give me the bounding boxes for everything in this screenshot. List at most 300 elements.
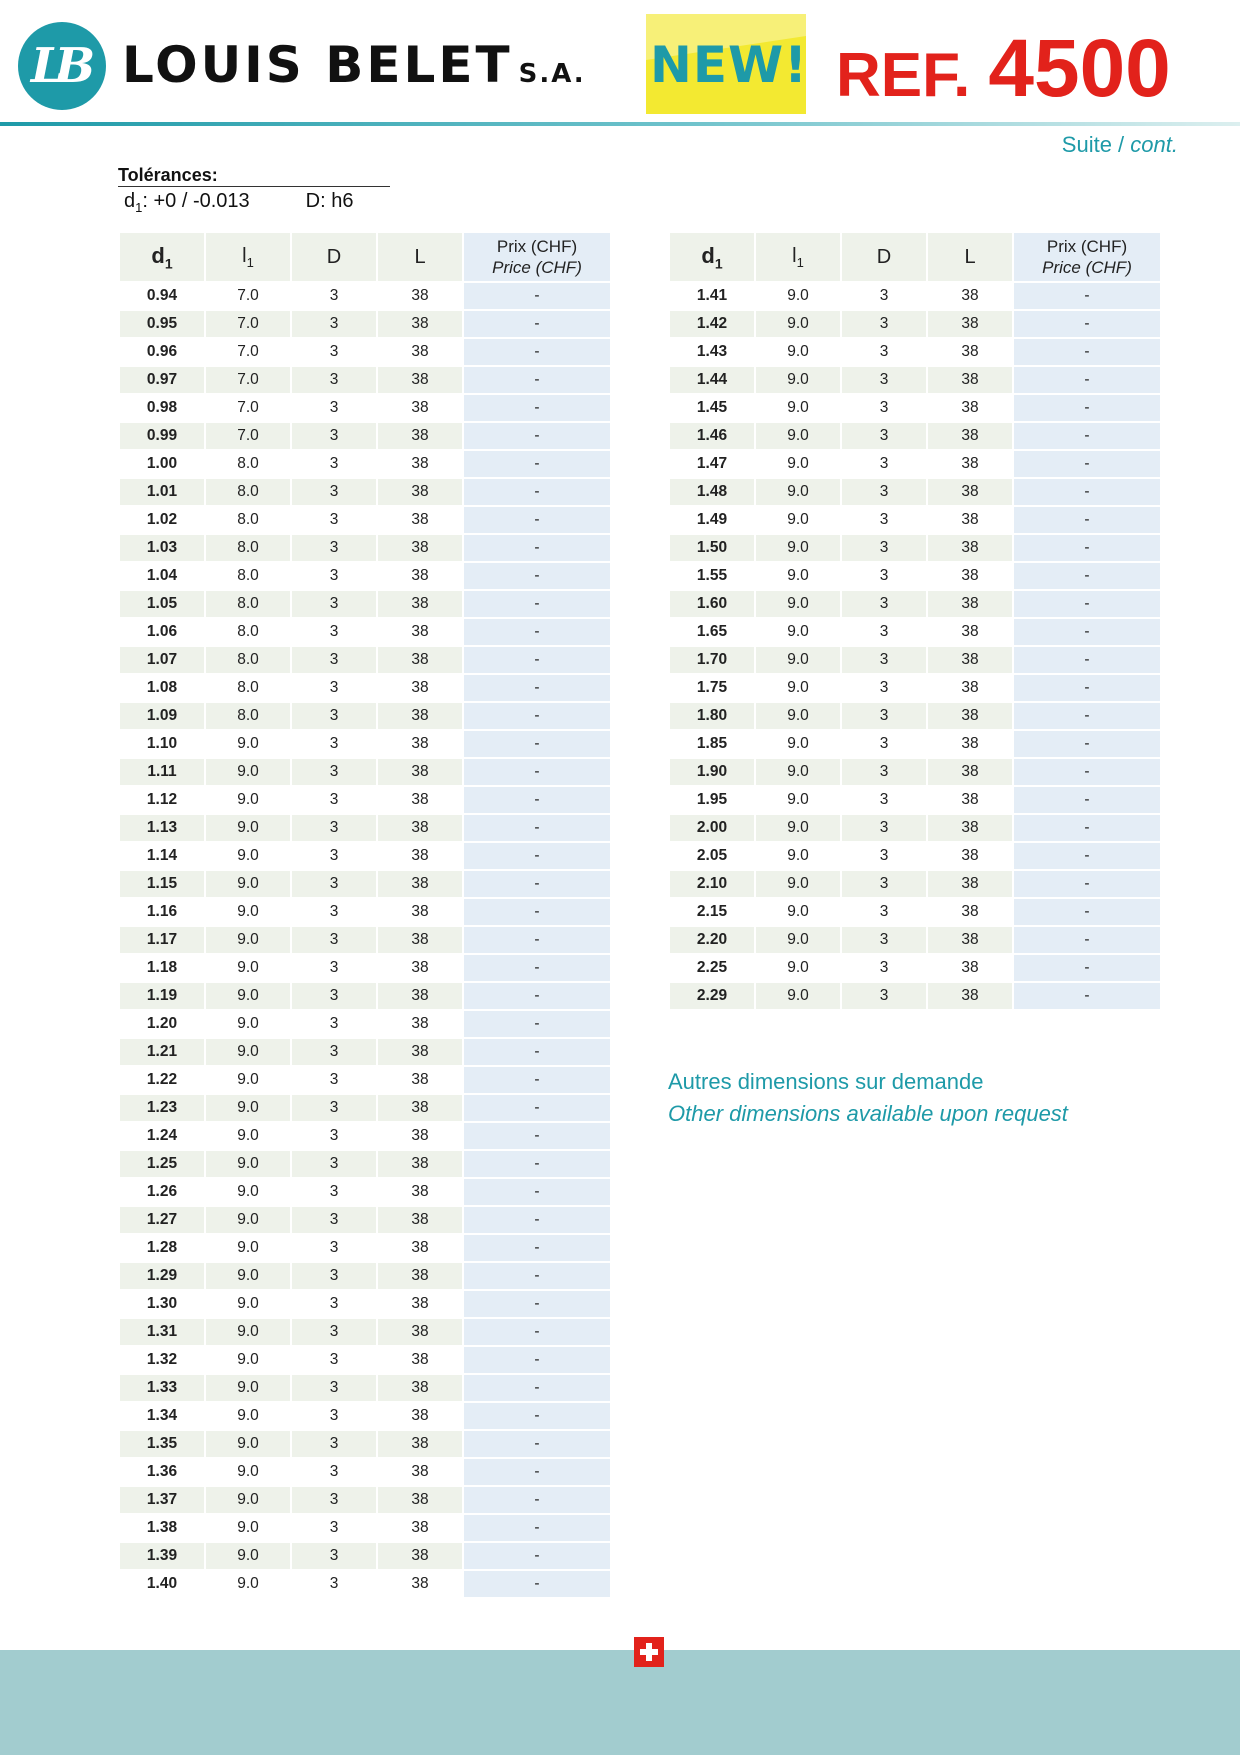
table-row xyxy=(670,871,1160,897)
cell-l1: 9.0 xyxy=(756,563,840,589)
col-d1-sub: 1 xyxy=(714,255,723,272)
cell-l1: 9.0 xyxy=(756,955,840,981)
cell-d1: 1.60 xyxy=(670,591,754,617)
cell-price: - xyxy=(464,1515,610,1541)
table-row xyxy=(120,927,610,953)
cell-l1: 9.0 xyxy=(206,731,290,757)
cell-l1: 9.0 xyxy=(206,1039,290,1065)
cell-l1: 9.0 xyxy=(756,703,840,729)
table-row xyxy=(120,1067,610,1093)
cell-d1: 1.11 xyxy=(120,759,204,785)
cell-l1: 9.0 xyxy=(206,1431,290,1457)
cell-l1: 9.0 xyxy=(206,1011,290,1037)
table-row xyxy=(120,675,610,701)
table-row xyxy=(120,1319,610,1345)
table-row xyxy=(670,423,1160,449)
cell-L: 38 xyxy=(378,1431,462,1457)
tol-d1-sub: 1 xyxy=(135,200,143,215)
cell-D: 3 xyxy=(842,283,926,309)
cell-price: - xyxy=(464,507,610,533)
cell-price: - xyxy=(464,843,610,869)
cell-l1: 9.0 xyxy=(756,367,840,393)
cell-L: 38 xyxy=(378,311,462,337)
col-price-en: Price (CHF) xyxy=(1042,258,1132,277)
cell-l1: 9.0 xyxy=(206,1235,290,1261)
cell-d1: 1.28 xyxy=(120,1235,204,1261)
cell-D: 3 xyxy=(292,1011,376,1037)
cell-D: 3 xyxy=(842,843,926,869)
cell-D: 3 xyxy=(292,1515,376,1541)
cell-L: 38 xyxy=(928,927,1012,953)
cell-price: - xyxy=(464,479,610,505)
cell-d1: 1.31 xyxy=(120,1319,204,1345)
table-header-row xyxy=(120,233,610,281)
table-row xyxy=(670,339,1160,365)
cell-D: 3 xyxy=(842,451,926,477)
cell-l1: 9.0 xyxy=(206,1375,290,1401)
cell-L: 38 xyxy=(378,535,462,561)
tolerances-title: Tolérances: xyxy=(118,165,218,185)
cell-d1: 1.06 xyxy=(120,619,204,645)
cell-D: 3 xyxy=(292,1123,376,1149)
cell-l1: 9.0 xyxy=(756,507,840,533)
cell-d1: 2.29 xyxy=(670,983,754,1009)
cell-price: - xyxy=(464,1375,610,1401)
cell-d1: 1.05 xyxy=(120,591,204,617)
cell-L: 38 xyxy=(378,1375,462,1401)
cell-D: 3 xyxy=(842,703,926,729)
cell-d1: 1.49 xyxy=(670,507,754,533)
cell-price: - xyxy=(464,535,610,561)
cell-price: - xyxy=(464,563,610,589)
cell-d1: 1.95 xyxy=(670,787,754,813)
cell-D: 3 xyxy=(292,1487,376,1513)
cell-price: - xyxy=(464,1291,610,1317)
cell-D: 3 xyxy=(292,1347,376,1373)
col-header-l1 xyxy=(206,233,290,281)
cell-D: 3 xyxy=(292,283,376,309)
cell-L: 38 xyxy=(378,983,462,1009)
cell-d1: 1.21 xyxy=(120,1039,204,1065)
cell-L: 38 xyxy=(378,395,462,421)
table-row xyxy=(670,955,1160,981)
cell-price: - xyxy=(464,899,610,925)
cell-l1: 9.0 xyxy=(756,731,840,757)
cell-L: 38 xyxy=(928,955,1012,981)
cell-price: - xyxy=(464,1319,610,1345)
cell-l1: 9.0 xyxy=(756,675,840,701)
table-row xyxy=(670,619,1160,645)
cell-L: 38 xyxy=(928,619,1012,645)
table-row xyxy=(120,1459,610,1485)
table-row xyxy=(120,1235,610,1261)
cell-d1: 1.10 xyxy=(120,731,204,757)
cell-l1: 8.0 xyxy=(206,619,290,645)
ref-number: 4500 xyxy=(988,23,1171,114)
cell-price: - xyxy=(464,1543,610,1569)
table-row xyxy=(120,451,610,477)
table-row xyxy=(120,1263,610,1289)
cell-D: 3 xyxy=(292,563,376,589)
cell-L: 38 xyxy=(928,983,1012,1009)
table-row xyxy=(120,1571,610,1597)
cell-D: 3 xyxy=(292,1459,376,1485)
table-row xyxy=(120,731,610,757)
cell-d1: 2.25 xyxy=(670,955,754,981)
cell-d1: 1.04 xyxy=(120,563,204,589)
col-header-d1 xyxy=(670,233,754,281)
table-row xyxy=(120,787,610,813)
table-row xyxy=(120,311,610,337)
cell-l1: 9.0 xyxy=(206,1151,290,1177)
cell-D: 3 xyxy=(842,311,926,337)
table-row xyxy=(670,675,1160,701)
cell-L: 38 xyxy=(378,647,462,673)
cell-D: 3 xyxy=(842,423,926,449)
cell-D: 3 xyxy=(292,647,376,673)
cell-L: 38 xyxy=(378,1543,462,1569)
cell-D: 3 xyxy=(292,927,376,953)
col-header-L: L xyxy=(928,233,1012,281)
cell-l1: 7.0 xyxy=(206,423,290,449)
table-row xyxy=(670,395,1160,421)
cell-L: 38 xyxy=(378,955,462,981)
cell-d1: 1.03 xyxy=(120,535,204,561)
table-row xyxy=(120,1487,610,1513)
cell-L: 38 xyxy=(928,535,1012,561)
cell-price: - xyxy=(464,451,610,477)
cell-l1: 9.0 xyxy=(756,983,840,1009)
cell-d1: 1.40 xyxy=(120,1571,204,1597)
cell-L: 38 xyxy=(378,899,462,925)
cell-L: 38 xyxy=(928,311,1012,337)
table-row xyxy=(670,647,1160,673)
table-row xyxy=(120,283,610,309)
cell-d1: 1.32 xyxy=(120,1347,204,1373)
cell-l1: 8.0 xyxy=(206,507,290,533)
cell-price: - xyxy=(464,311,610,337)
cell-price: - xyxy=(464,703,610,729)
cell-price: - xyxy=(1014,927,1160,953)
cell-d1: 1.12 xyxy=(120,787,204,813)
cell-D: 3 xyxy=(292,451,376,477)
col-l1-text: l xyxy=(242,244,247,267)
col-d1-sub: 1 xyxy=(164,255,173,272)
table-row xyxy=(670,507,1160,533)
cell-l1: 7.0 xyxy=(206,339,290,365)
cell-l1: 9.0 xyxy=(206,899,290,925)
cell-l1: 9.0 xyxy=(756,311,840,337)
cell-d1: 1.43 xyxy=(670,339,754,365)
cell-price: - xyxy=(1014,843,1160,869)
table-row xyxy=(120,843,610,869)
cell-L: 38 xyxy=(378,1011,462,1037)
cell-d1: 1.09 xyxy=(120,703,204,729)
cell-l1: 9.0 xyxy=(206,1207,290,1233)
cell-D: 3 xyxy=(842,955,926,981)
table-row xyxy=(670,787,1160,813)
table-row xyxy=(120,1179,610,1205)
cell-price: - xyxy=(1014,871,1160,897)
cell-D: 3 xyxy=(292,787,376,813)
reference xyxy=(836,22,1171,116)
cell-price: - xyxy=(464,815,610,841)
cell-price: - xyxy=(464,787,610,813)
tolerances-underline xyxy=(118,186,390,187)
cell-D: 3 xyxy=(292,703,376,729)
cell-price: - xyxy=(464,1207,610,1233)
col-price-fr: Prix (CHF) xyxy=(496,237,578,256)
cell-D: 3 xyxy=(292,311,376,337)
cell-D: 3 xyxy=(292,1179,376,1205)
cell-price: - xyxy=(464,367,610,393)
cell-l1: 9.0 xyxy=(206,1179,290,1205)
cell-D: 3 xyxy=(842,619,926,645)
cell-L: 38 xyxy=(378,1347,462,1373)
col-header-l1 xyxy=(756,233,840,281)
cell-L: 38 xyxy=(378,619,462,645)
cell-L: 38 xyxy=(378,703,462,729)
cell-D: 3 xyxy=(292,479,376,505)
cell-L: 38 xyxy=(378,1319,462,1345)
cell-l1: 9.0 xyxy=(206,1543,290,1569)
cell-price: - xyxy=(464,1347,610,1373)
cell-L: 38 xyxy=(378,507,462,533)
cell-l1: 9.0 xyxy=(206,1403,290,1429)
cell-D: 3 xyxy=(842,871,926,897)
cell-l1: 9.0 xyxy=(756,871,840,897)
cell-D: 3 xyxy=(292,1319,376,1345)
cell-D: 3 xyxy=(842,675,926,701)
cell-D: 3 xyxy=(292,1207,376,1233)
col-d1-text: d xyxy=(151,242,165,268)
cell-L: 38 xyxy=(378,815,462,841)
cell-D: 3 xyxy=(292,1067,376,1093)
cell-D: 3 xyxy=(842,507,926,533)
col-header-price xyxy=(464,233,610,281)
cell-D: 3 xyxy=(842,367,926,393)
cell-price: - xyxy=(1014,535,1160,561)
cell-l1: 9.0 xyxy=(206,1067,290,1093)
cell-price: - xyxy=(464,983,610,1009)
cell-price: - xyxy=(464,1179,610,1205)
cell-d1: 1.35 xyxy=(120,1431,204,1457)
cell-D: 3 xyxy=(842,731,926,757)
cell-L: 38 xyxy=(378,871,462,897)
table-header-row xyxy=(670,233,1160,281)
new-badge-text: NEW! xyxy=(650,36,808,94)
cell-D: 3 xyxy=(292,367,376,393)
cell-L: 38 xyxy=(378,1151,462,1177)
cell-L: 38 xyxy=(378,1039,462,1065)
cell-L: 38 xyxy=(378,1235,462,1261)
cell-price: - xyxy=(464,675,610,701)
cell-d1: 1.36 xyxy=(120,1459,204,1485)
cell-l1: 9.0 xyxy=(206,787,290,813)
cell-L: 38 xyxy=(378,339,462,365)
cell-price: - xyxy=(1014,591,1160,617)
table-row xyxy=(670,731,1160,757)
cell-L: 38 xyxy=(378,1459,462,1485)
cell-l1: 9.0 xyxy=(206,759,290,785)
cell-l1: 9.0 xyxy=(756,451,840,477)
cell-price: - xyxy=(464,1123,610,1149)
cell-price: - xyxy=(464,731,610,757)
cell-l1: 8.0 xyxy=(206,451,290,477)
col-l1-text: l xyxy=(792,244,797,267)
cell-L: 38 xyxy=(928,451,1012,477)
cell-d1: 1.55 xyxy=(670,563,754,589)
cell-l1: 7.0 xyxy=(206,367,290,393)
cell-price: - xyxy=(1014,759,1160,785)
cell-D: 3 xyxy=(292,1039,376,1065)
cell-l1: 9.0 xyxy=(756,899,840,925)
cell-l1: 9.0 xyxy=(756,591,840,617)
table-row xyxy=(120,479,610,505)
cell-price: - xyxy=(1014,451,1160,477)
table-row xyxy=(120,1151,610,1177)
cell-l1: 9.0 xyxy=(206,1095,290,1121)
table-row xyxy=(120,955,610,981)
cell-L: 38 xyxy=(928,843,1012,869)
table-row xyxy=(670,283,1160,309)
cell-price: - xyxy=(464,1011,610,1037)
cell-D: 3 xyxy=(292,619,376,645)
cell-L: 38 xyxy=(378,1123,462,1149)
cell-d1: 1.48 xyxy=(670,479,754,505)
cell-l1: 9.0 xyxy=(206,815,290,841)
cell-d1: 0.96 xyxy=(120,339,204,365)
cell-l1: 9.0 xyxy=(756,619,840,645)
cell-d1: 1.50 xyxy=(670,535,754,561)
table-row xyxy=(120,1011,610,1037)
cell-L: 38 xyxy=(378,451,462,477)
cell-d1: 1.02 xyxy=(120,507,204,533)
cell-D: 3 xyxy=(292,535,376,561)
cell-price: - xyxy=(1014,983,1160,1009)
cell-price: - xyxy=(464,1039,610,1065)
cell-d1: 1.45 xyxy=(670,395,754,421)
cell-d1: 1.47 xyxy=(670,451,754,477)
cell-l1: 9.0 xyxy=(756,423,840,449)
table-row xyxy=(120,815,610,841)
cell-price: - xyxy=(1014,675,1160,701)
table-row xyxy=(670,843,1160,869)
cell-d1: 1.27 xyxy=(120,1207,204,1233)
cell-price: - xyxy=(464,759,610,785)
cell-L: 38 xyxy=(378,1487,462,1513)
table-row xyxy=(120,1515,610,1541)
cell-L: 38 xyxy=(378,423,462,449)
cell-l1: 9.0 xyxy=(756,927,840,953)
cell-D: 3 xyxy=(842,899,926,925)
cell-L: 38 xyxy=(928,423,1012,449)
cell-D: 3 xyxy=(842,759,926,785)
cell-d1: 1.25 xyxy=(120,1151,204,1177)
cell-D: 3 xyxy=(842,927,926,953)
header-divider xyxy=(0,122,1240,126)
cell-D: 3 xyxy=(292,1095,376,1121)
table-row xyxy=(670,479,1160,505)
cell-price: - xyxy=(1014,731,1160,757)
cell-D: 3 xyxy=(292,871,376,897)
cell-D: 3 xyxy=(292,1375,376,1401)
cell-price: - xyxy=(464,339,610,365)
table-row xyxy=(670,535,1160,561)
table-row xyxy=(120,423,610,449)
cell-L: 38 xyxy=(928,339,1012,365)
cell-price: - xyxy=(1014,815,1160,841)
tol-D-value: D: h6 xyxy=(305,190,354,212)
cell-l1: 9.0 xyxy=(206,1487,290,1513)
cell-D: 3 xyxy=(842,983,926,1009)
table-row xyxy=(670,367,1160,393)
table-row xyxy=(120,1403,610,1429)
cell-l1: 8.0 xyxy=(206,535,290,561)
dimensions-table-left xyxy=(118,231,612,1599)
cell-l1: 9.0 xyxy=(756,535,840,561)
cell-D: 3 xyxy=(292,955,376,981)
cell-d1: 1.17 xyxy=(120,927,204,953)
cell-D: 3 xyxy=(842,479,926,505)
cell-L: 38 xyxy=(378,1515,462,1541)
cell-price: - xyxy=(464,927,610,953)
table-row xyxy=(120,1039,610,1065)
table-row xyxy=(120,1543,610,1569)
cell-D: 3 xyxy=(292,339,376,365)
cell-L: 38 xyxy=(378,675,462,701)
cell-L: 38 xyxy=(378,731,462,757)
cell-D: 3 xyxy=(292,1543,376,1569)
cell-D: 3 xyxy=(292,983,376,1009)
table-row xyxy=(670,759,1160,785)
cell-D: 3 xyxy=(292,395,376,421)
table-row xyxy=(120,1347,610,1373)
cell-d1: 2.10 xyxy=(670,871,754,897)
cell-d1: 1.44 xyxy=(670,367,754,393)
cell-D: 3 xyxy=(292,759,376,785)
cell-L: 38 xyxy=(378,1403,462,1429)
cell-price: - xyxy=(464,1151,610,1177)
cell-l1: 9.0 xyxy=(756,815,840,841)
cell-l1: 9.0 xyxy=(756,759,840,785)
cell-l1: 7.0 xyxy=(206,395,290,421)
cell-price: - xyxy=(1014,619,1160,645)
cell-d1: 1.30 xyxy=(120,1291,204,1317)
table-row xyxy=(120,367,610,393)
cell-d1: 1.33 xyxy=(120,1375,204,1401)
cell-D: 3 xyxy=(842,395,926,421)
cell-l1: 9.0 xyxy=(206,1515,290,1541)
swiss-cross-icon xyxy=(634,1637,664,1667)
cell-D: 3 xyxy=(842,591,926,617)
cell-price: - xyxy=(1014,367,1160,393)
cell-D: 3 xyxy=(292,1291,376,1317)
cell-price: - xyxy=(464,1571,610,1597)
cell-d1: 1.85 xyxy=(670,731,754,757)
cell-l1: 9.0 xyxy=(206,1571,290,1597)
cell-l1: 9.0 xyxy=(206,871,290,897)
cell-L: 38 xyxy=(378,367,462,393)
cell-l1: 8.0 xyxy=(206,703,290,729)
cell-l1: 8.0 xyxy=(206,591,290,617)
table-row xyxy=(120,1375,610,1401)
cell-d1: 2.15 xyxy=(670,899,754,925)
cell-L: 38 xyxy=(928,479,1012,505)
cell-L: 38 xyxy=(928,675,1012,701)
cell-l1: 9.0 xyxy=(756,479,840,505)
cell-L: 38 xyxy=(928,759,1012,785)
